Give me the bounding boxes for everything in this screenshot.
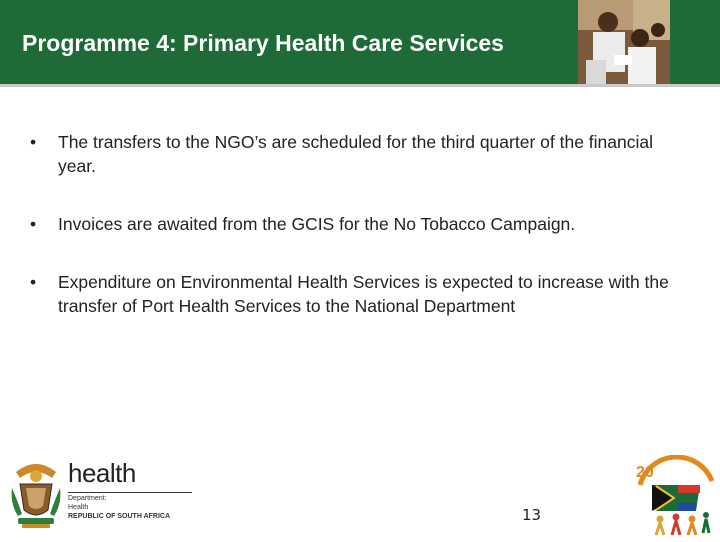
bullet-text: Invoices are awaited from the GCIS for the No Tobacco Campaign.	[58, 214, 576, 234]
bullet-mark: •	[30, 214, 37, 234]
twenty-years-emblem-icon	[634, 455, 718, 537]
svg-text:20: 20	[636, 464, 654, 481]
logo-line-republic: REPUBLIC OF SOUTH AFRICA	[68, 513, 171, 520]
department-of-health-logo	[8, 458, 198, 530]
bullet-text: The transfers to the NGO’s are scheduled for the third quarter of the financial year.	[58, 132, 653, 176]
logo-wordmark: health	[68, 458, 136, 488]
header-divider	[0, 84, 720, 87]
coat-of-arms-icon	[8, 458, 64, 530]
page-number: 13	[522, 506, 542, 524]
bullet-mark: •	[30, 272, 37, 292]
logo-line-health: Health	[68, 504, 89, 511]
bullet-item	[30, 270, 695, 318]
bullet-mark: •	[30, 132, 37, 152]
logo-divider	[68, 492, 192, 493]
twenty-years-of-freedom-logo	[634, 455, 718, 537]
header-bar	[0, 0, 720, 84]
bullet-item	[30, 130, 695, 178]
bullet-item	[30, 212, 695, 236]
logo-line-department: Department:	[68, 495, 107, 502]
header-photo-image	[578, 0, 670, 84]
slide-title: Programme 4: Primary Health Care Services	[22, 30, 504, 56]
bullet-list	[30, 130, 695, 352]
bullet-text: Expenditure on Environmental Health Services is expected to increase with the transfer of Port Health Services to the National Department	[58, 272, 669, 316]
